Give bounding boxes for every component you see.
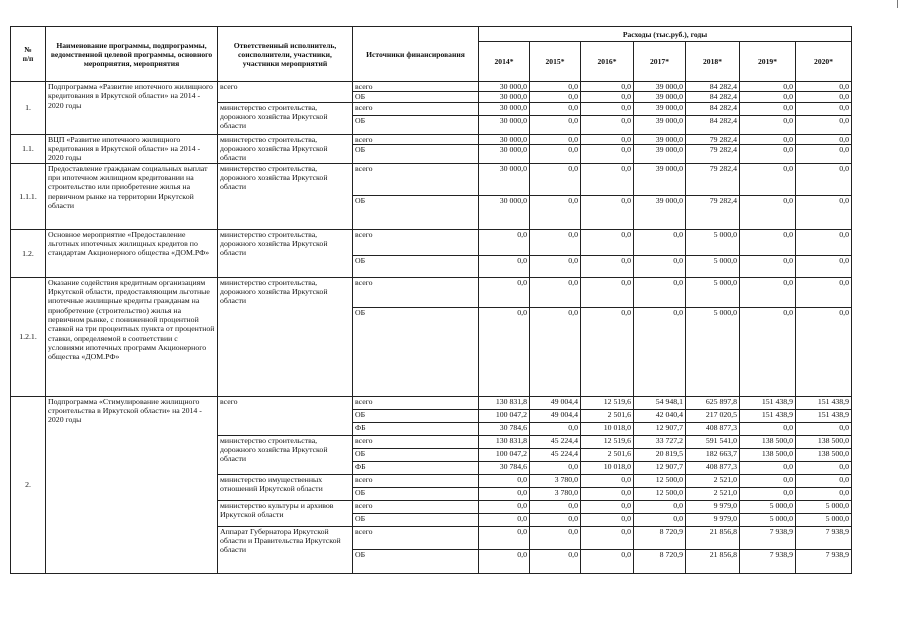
amount-cell: 0,0 [796,195,852,229]
amount-cell: 0,0 [796,255,852,277]
amount-cell: 79 282,4 [686,144,740,163]
table-row [11,163,852,195]
amount-cell: 0,0 [581,229,634,255]
amount-cell: 10 018,0 [581,461,634,474]
item-name: ВЦП «Развитие ипотечного жилищного кредитования в Иркутской области» на 2014 - 2020 годы [46,134,218,163]
amount-cell: 0,0 [740,92,796,102]
amount-cell: 0,0 [530,461,581,474]
item-number: 2. [11,396,46,573]
budget-sheet [10,26,852,574]
amount-cell: 130 831,8 [479,435,530,448]
amount-cell: 0,0 [530,277,581,307]
amount-cell: 30 784,6 [479,461,530,474]
funding-source-cell: ОБ [353,549,479,573]
item-name: Подпрограмма «Развитие ипотечного жилищного кредитования в Иркутской области» на 2014 - 2020 годы [46,82,218,135]
executor-cell: всего [218,396,353,435]
amount-cell: 39 000,0 [634,82,686,92]
amount-cell: 79 282,4 [686,195,740,229]
amount-cell: 151 438,9 [740,396,796,409]
item-name: Подпрограмма «Стимулирование жилищного строительства в Иркутской области» на 2014 - 2020 годы [46,396,218,573]
item-number: 1.1. [11,134,46,163]
table-row [11,277,852,307]
funding-source-cell: ОБ [353,307,479,396]
amount-cell: 2 501,6 [581,448,634,461]
amount-cell: 0,0 [530,82,581,92]
amount-cell: 0,0 [740,144,796,163]
amount-cell: 0,0 [634,513,686,526]
funding-source-cell: всего [353,526,479,549]
amount-cell: 0,0 [530,195,581,229]
executor-cell: министерство строительства, дорожного хозяйства Иркутской области [218,134,353,163]
header-year: 2018* [686,42,740,82]
amount-cell: 79 282,4 [686,134,740,144]
amount-cell: 0,0 [796,474,852,487]
amount-cell: 12 519,6 [581,435,634,448]
amount-cell: 0,0 [581,549,634,573]
amount-cell: 0,0 [634,500,686,513]
amount-cell: 0,0 [796,102,852,115]
amount-cell: 0,0 [581,526,634,549]
item-name: Оказание содействия кредитным организациям Иркутской области, предоставляющим льготные ипотечные жилищные кредиты гражданам на приобретение (строительство) жилья на первичном рынке, с пониженной процентной ставкой на три процентных пункта от процентной ставки, определяемой в соответствии с условиями ипотечных программ Акционерного общества «ДОМ.РФ» [46,277,218,396]
executor-cell: министерство имущественных отношений Иркутской области [218,474,353,500]
funding-source-cell: всего [353,396,479,409]
amount-cell: 0,0 [530,144,581,163]
funding-source-cell: ОБ [353,115,479,134]
funding-source-cell: всего [353,277,479,307]
amount-cell: 9 979,0 [686,500,740,513]
funding-source-cell: всего [353,500,479,513]
header-num: № п/п [11,27,46,82]
amount-cell: 0,0 [479,307,530,396]
amount-cell: 10 018,0 [581,422,634,435]
amount-cell: 0,0 [530,513,581,526]
header-costs: Расходы (тыс.руб.), годы [479,27,852,42]
amount-cell: 30 000,0 [479,92,530,102]
amount-cell: 0,0 [581,474,634,487]
header-year: 2015* [530,42,581,82]
amount-cell: 0,0 [530,115,581,134]
executor-cell: министерство строительства, дорожного хозяйства Иркутской области [218,102,353,134]
amount-cell: 625 897,8 [686,396,740,409]
amount-cell: 21 856,8 [686,549,740,573]
amount-cell: 0,0 [581,92,634,102]
amount-cell: 0,0 [581,144,634,163]
amount-cell: 7 938,9 [796,549,852,573]
amount-cell: 0,0 [740,487,796,500]
amount-cell: 39 000,0 [634,102,686,115]
amount-cell: 84 282,4 [686,92,740,102]
header-year: 2020* [796,42,852,82]
amount-cell: 0,0 [796,461,852,474]
amount-cell: 0,0 [740,277,796,307]
amount-cell: 0,0 [581,277,634,307]
amount-cell: 138 500,0 [740,448,796,461]
amount-cell: 138 500,0 [740,435,796,448]
amount-cell: 5 000,0 [686,229,740,255]
amount-cell: 30 000,0 [479,163,530,195]
amount-cell: 79 282,4 [686,163,740,195]
table-header [11,27,852,82]
amount-cell: 0,0 [796,229,852,255]
header-executor: Ответственный исполнитель, соисполнители, участники, участники мероприятий [218,27,353,82]
amount-cell: 0,0 [796,422,852,435]
funding-source-cell: ОБ [353,92,479,102]
amount-cell: 0,0 [479,255,530,277]
amount-cell: 0,0 [479,229,530,255]
amount-cell: 408 877,3 [686,422,740,435]
amount-cell: 30 000,0 [479,82,530,92]
amount-cell: 12 907,7 [634,461,686,474]
amount-cell: 138 500,0 [796,448,852,461]
amount-cell: 0,0 [740,163,796,195]
table-row [11,229,852,255]
amount-cell: 30 000,0 [479,102,530,115]
table-row [11,82,852,92]
amount-cell: 21 856,8 [686,526,740,549]
amount-cell: 30 000,0 [479,195,530,229]
amount-cell: 0,0 [740,422,796,435]
amount-cell: 0,0 [530,422,581,435]
amount-cell: 0,0 [740,102,796,115]
amount-cell: 0,0 [796,144,852,163]
funding-source-cell: ОБ [353,487,479,500]
amount-cell: 7 938,9 [740,549,796,573]
amount-cell: 7 938,9 [740,526,796,549]
amount-cell: 0,0 [796,487,852,500]
amount-cell: 0,0 [581,307,634,396]
amount-cell: 39 000,0 [634,163,686,195]
amount-cell: 0,0 [634,307,686,396]
table-row [11,396,852,409]
amount-cell: 0,0 [740,474,796,487]
amount-cell: 0,0 [740,82,796,92]
amount-cell: 12 500,0 [634,474,686,487]
amount-cell: 5 000,0 [740,513,796,526]
amount-cell: 3 780,0 [530,474,581,487]
amount-cell: 42 040,4 [634,409,686,422]
executor-cell: министерство строительства, дорожного хозяйства Иркутской области [218,277,353,396]
amount-cell: 0,0 [634,229,686,255]
funding-source-cell: всего [353,435,479,448]
item-number: 1. [11,82,46,135]
funding-source-cell: всего [353,474,479,487]
amount-cell: 2 501,6 [581,409,634,422]
amount-cell: 12 907,7 [634,422,686,435]
amount-cell: 0,0 [796,134,852,144]
amount-cell: 0,0 [740,134,796,144]
funding-source-cell: ОБ [353,144,479,163]
amount-cell: 0,0 [581,82,634,92]
executor-cell: Аппарат Губернатора Иркутской области и Правительства Иркутской области [218,526,353,573]
amount-cell: 5 000,0 [686,277,740,307]
amount-cell: 0,0 [581,102,634,115]
amount-cell: 0,0 [740,115,796,134]
funding-source-cell: ОБ [353,195,479,229]
amount-cell: 39 000,0 [634,115,686,134]
funding-source-cell: ОБ [353,513,479,526]
amount-cell: 408 877,3 [686,461,740,474]
amount-cell: 100 047,2 [479,448,530,461]
scan-mark [897,0,898,8]
amount-cell: 0,0 [796,82,852,92]
funding-source-cell: ОБ [353,448,479,461]
funding-source-cell: всего [353,134,479,144]
amount-cell: 45 224,4 [530,435,581,448]
executor-cell: всего [218,82,353,103]
header-name: Наименование программы, подпрограммы, ведомственной целевой программы, основного мероприятия, мероприятия [46,27,218,82]
amount-cell: 30 000,0 [479,144,530,163]
amount-cell: 0,0 [740,255,796,277]
amount-cell: 8 720,9 [634,526,686,549]
amount-cell: 0,0 [796,277,852,307]
amount-cell: 0,0 [581,513,634,526]
executor-cell: министерство строительства, дорожного хозяйства Иркутской области [218,163,353,229]
amount-cell: 84 282,4 [686,102,740,115]
amount-cell: 39 000,0 [634,144,686,163]
amount-cell: 0,0 [530,549,581,573]
amount-cell: 0,0 [530,92,581,102]
amount-cell: 0,0 [479,549,530,573]
amount-cell: 0,0 [581,163,634,195]
amount-cell: 5 000,0 [686,307,740,396]
amount-cell: 0,0 [740,195,796,229]
amount-cell: 30 784,6 [479,422,530,435]
amount-cell: 30 000,0 [479,134,530,144]
executor-cell: министерство строительства, дорожного хозяйства Иркутской области [218,435,353,474]
amount-cell: 0,0 [581,255,634,277]
amount-cell: 12 500,0 [634,487,686,500]
header-year: 2016* [581,42,634,82]
amount-cell: 0,0 [740,307,796,396]
amount-cell: 0,0 [796,307,852,396]
amount-cell: 151 438,9 [740,409,796,422]
funding-source-cell: всего [353,163,479,195]
amount-cell: 0,0 [479,526,530,549]
funding-source-cell: ФБ [353,461,479,474]
funding-source-cell: ОБ [353,409,479,422]
amount-cell: 0,0 [530,526,581,549]
amount-cell: 0,0 [740,229,796,255]
funding-source-cell: всего [353,102,479,115]
amount-cell: 5 000,0 [740,500,796,513]
item-number: 1.2.1. [11,277,46,396]
amount-cell: 0,0 [740,461,796,474]
amount-cell: 39 000,0 [634,195,686,229]
amount-cell: 0,0 [530,163,581,195]
table-body [11,82,852,574]
amount-cell: 3 780,0 [530,487,581,500]
amount-cell: 2 521,0 [686,474,740,487]
amount-cell: 0,0 [530,255,581,277]
header-funding-source: Источники финансирования [353,27,479,82]
amount-cell: 591 541,0 [686,435,740,448]
amount-cell: 0,0 [581,115,634,134]
amount-cell: 2 521,0 [686,487,740,500]
amount-cell: 5 000,0 [796,500,852,513]
amount-cell: 182 663,7 [686,448,740,461]
funding-source-cell: всего [353,229,479,255]
amount-cell: 0,0 [479,513,530,526]
amount-cell: 84 282,4 [686,115,740,134]
amount-cell: 54 948,1 [634,396,686,409]
executor-cell: министерство строительства, дорожного хозяйства Иркутской области [218,229,353,277]
amount-cell: 30 000,0 [479,115,530,134]
amount-cell: 0,0 [581,195,634,229]
amount-cell: 39 000,0 [634,92,686,102]
amount-cell: 100 047,2 [479,409,530,422]
item-name: Основное мероприятие «Предоставление льготных ипотечных жилищных кредитов по стандартам Акционерного общества «ДОМ.РФ» [46,229,218,277]
amount-cell: 0,0 [581,134,634,144]
amount-cell: 217 020,5 [686,409,740,422]
amount-cell: 151 438,9 [796,396,852,409]
funding-source-cell: ФБ [353,422,479,435]
amount-cell: 0,0 [634,255,686,277]
amount-cell: 0,0 [530,500,581,513]
item-number: 1.2. [11,229,46,277]
amount-cell: 45 224,4 [530,448,581,461]
executor-cell: министерство культуры и архивов Иркутской области [218,500,353,526]
funding-source-cell: всего [353,82,479,92]
amount-cell: 0,0 [530,102,581,115]
amount-cell: 130 831,8 [479,396,530,409]
header-year: 2014* [479,42,530,82]
amount-cell: 49 004,4 [530,396,581,409]
amount-cell: 0,0 [530,307,581,396]
amount-cell: 0,0 [530,134,581,144]
amount-cell: 0,0 [796,115,852,134]
amount-cell: 0,0 [796,163,852,195]
amount-cell: 0,0 [479,474,530,487]
amount-cell: 39 000,0 [634,134,686,144]
amount-cell: 0,0 [530,229,581,255]
expenditure-table [10,26,852,574]
amount-cell: 12 519,6 [581,396,634,409]
amount-cell: 20 819,5 [634,448,686,461]
header-year: 2019* [740,42,796,82]
amount-cell: 0,0 [479,277,530,307]
amount-cell: 49 004,4 [530,409,581,422]
amount-cell: 9 979,0 [686,513,740,526]
amount-cell: 0,0 [581,500,634,513]
amount-cell: 5 000,0 [686,255,740,277]
header-year: 2017* [634,42,686,82]
funding-source-cell: ОБ [353,255,479,277]
item-name: Предоставление гражданам социальных выплат при ипотечном жилищном кредитовании на строительство или приобретение жилья на первичном рынке на территории Иркутской области [46,163,218,229]
amount-cell: 138 500,0 [796,435,852,448]
amount-cell: 0,0 [581,487,634,500]
amount-cell: 0,0 [634,277,686,307]
amount-cell: 5 000,0 [796,513,852,526]
amount-cell: 84 282,4 [686,82,740,92]
amount-cell: 0,0 [479,500,530,513]
amount-cell: 33 727,2 [634,435,686,448]
amount-cell: 0,0 [479,487,530,500]
amount-cell: 151 438,9 [796,409,852,422]
table-row [11,134,852,144]
amount-cell: 0,0 [796,92,852,102]
item-number: 1.1.1. [11,163,46,229]
amount-cell: 7 938,9 [796,526,852,549]
amount-cell: 8 720,9 [634,549,686,573]
